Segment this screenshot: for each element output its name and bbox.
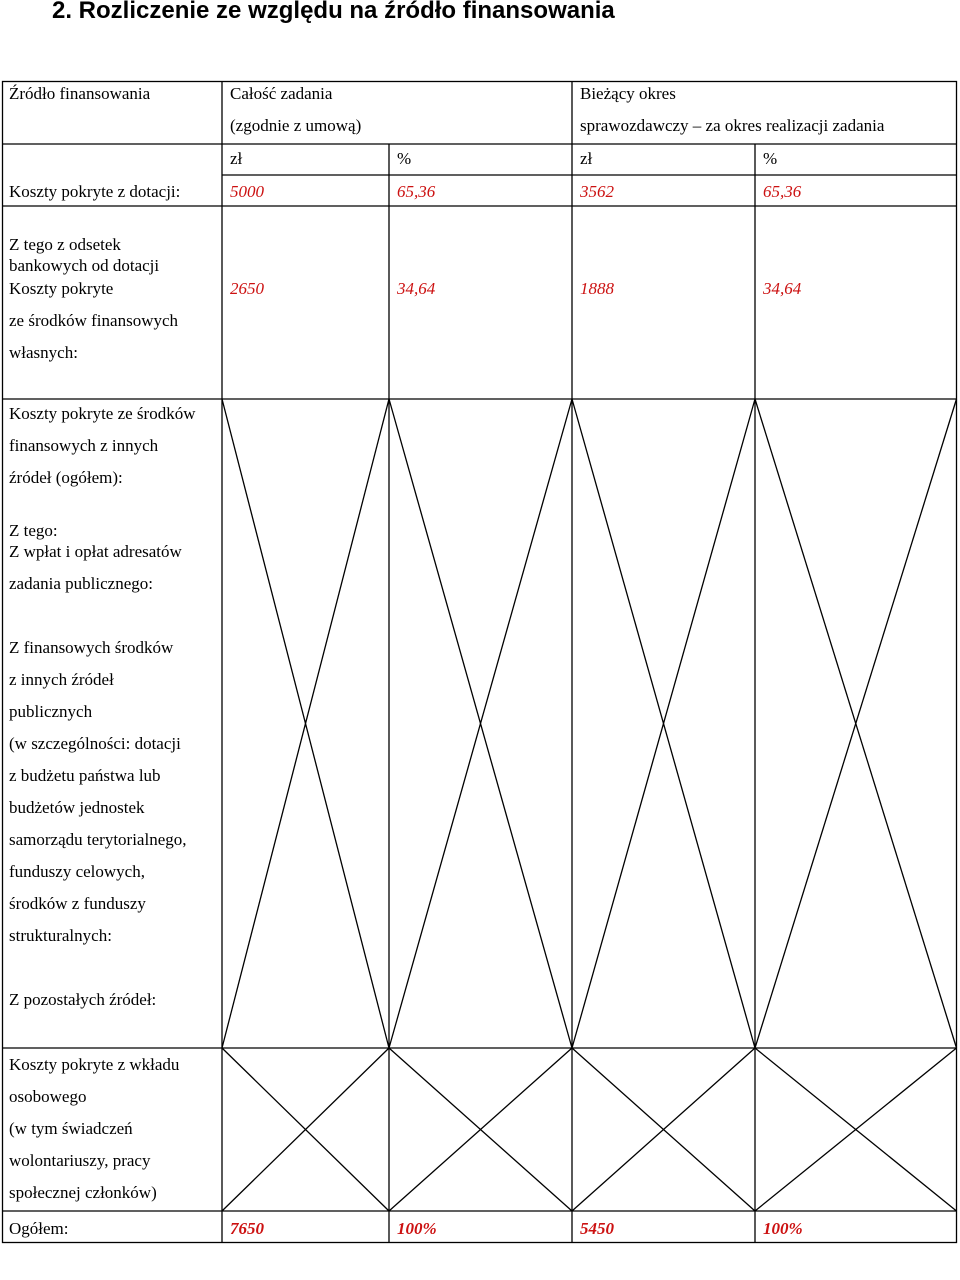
other-line: zadania publicznego: bbox=[9, 574, 153, 593]
other-line: samorządu terytorialnego, bbox=[9, 830, 187, 849]
header-total-line2: (zgodnie z umową) bbox=[230, 116, 362, 135]
personal-line: Koszty pokryte z wkładu bbox=[9, 1055, 180, 1074]
grant-current-pct: 65,36 bbox=[763, 182, 802, 201]
grant-total-pct: 65,36 bbox=[397, 182, 436, 201]
personal-line: osobowego bbox=[9, 1087, 87, 1106]
total-label: Ogółem: bbox=[9, 1219, 69, 1238]
header-source: Źródło finansowania bbox=[9, 84, 151, 103]
own-label-line1: Koszty pokryte bbox=[9, 279, 114, 298]
own-total-pct: 34,64 bbox=[397, 279, 436, 298]
other-line: z innych źródeł bbox=[9, 670, 114, 689]
other-line: (w szczególności: dotacji bbox=[9, 734, 181, 753]
other-line: z budżetu państwa lub bbox=[9, 766, 161, 785]
grant-label: Koszty pokryte z dotacji: bbox=[9, 182, 181, 201]
total-current-zl: 5450 bbox=[580, 1219, 614, 1238]
total-current-pct: 100% bbox=[763, 1219, 803, 1238]
total-total-pct: 100% bbox=[397, 1219, 437, 1238]
other-line: Koszty pokryte ze środków bbox=[9, 404, 196, 423]
other-line: Z tego: bbox=[9, 521, 58, 540]
own-label-line3: własnych: bbox=[9, 343, 78, 362]
grant-total-zl: 5000 bbox=[230, 182, 264, 201]
other-line: Z pozostałych źródeł: bbox=[9, 990, 157, 1009]
header-total-line1: Całość zadania bbox=[230, 84, 333, 103]
own-current-pct: 34,64 bbox=[763, 279, 802, 298]
grant-current-zl: 3562 bbox=[580, 182, 614, 201]
other-line: Z wpłat i opłat adresatów bbox=[9, 542, 182, 561]
personal-line: wolontariuszy, pracy bbox=[9, 1151, 151, 1170]
unit-zl-total: zł bbox=[230, 149, 243, 168]
section-heading: 2. Rozliczenie ze względu na źródło finansowania bbox=[52, 0, 615, 24]
own-current-zl: 1888 bbox=[580, 279, 614, 298]
other-line: strukturalnych: bbox=[9, 926, 112, 945]
other-line: funduszy celowych, bbox=[9, 862, 145, 881]
own-total-zl: 2650 bbox=[230, 279, 264, 298]
unit-zl-current: zł bbox=[580, 149, 593, 168]
other-line: finansowych z innych bbox=[9, 436, 159, 455]
total-total-zl: 7650 bbox=[230, 1219, 264, 1238]
unit-pct-current: % bbox=[763, 149, 778, 168]
interest-label-line2: bankowych od dotacji bbox=[9, 256, 160, 275]
other-line: Z finansowych środków bbox=[9, 638, 174, 657]
own-label-line2: ze środków finansowych bbox=[9, 311, 179, 330]
header-current-line2: sprawozdawczy – za okres realizacji zadania bbox=[580, 116, 885, 135]
other-line: środków z funduszy bbox=[9, 894, 146, 913]
interest-label-line1: Z tego z odsetek bbox=[9, 235, 121, 254]
other-line: budżetów jednostek bbox=[9, 798, 145, 817]
other-line: publicznych bbox=[9, 702, 93, 721]
header-current-line1: Bieżący okres bbox=[580, 84, 676, 103]
personal-line: (w tym świadczeń bbox=[9, 1119, 133, 1138]
other-line: źródeł (ogółem): bbox=[9, 468, 123, 487]
unit-pct-total: % bbox=[397, 149, 412, 168]
personal-line: społecznej członków) bbox=[9, 1183, 157, 1202]
